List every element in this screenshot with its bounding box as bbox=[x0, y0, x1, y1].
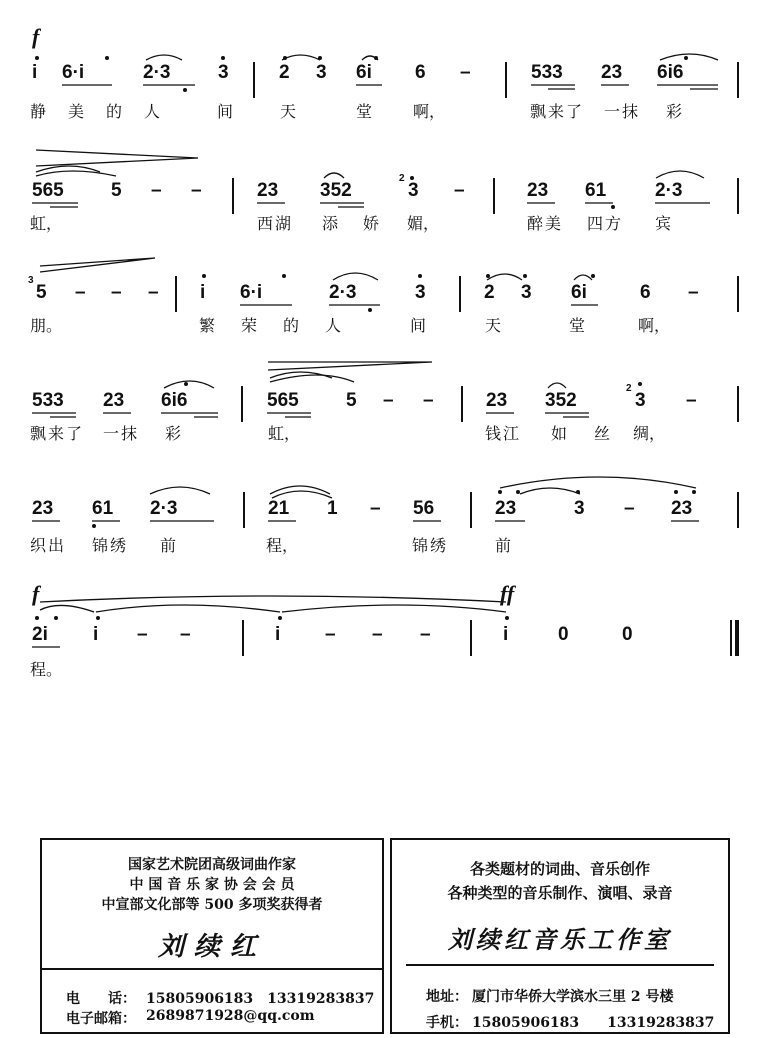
lyric: 静美的人 bbox=[30, 102, 183, 121]
note: 2·3 bbox=[329, 282, 357, 303]
lyric: 间 bbox=[217, 102, 234, 121]
address: 厦门市华侨大学滨水三里 2 号楼 bbox=[472, 989, 674, 1005]
note: 23 bbox=[32, 498, 54, 519]
note: 23 bbox=[103, 390, 125, 411]
dynamic-forte: f bbox=[32, 24, 40, 49]
lyric: 如 bbox=[551, 424, 568, 443]
note: 0 bbox=[558, 624, 569, 645]
lyric: 彩 bbox=[165, 424, 182, 443]
credit-box-left bbox=[40, 838, 384, 1034]
grace-note: 3 bbox=[28, 275, 34, 286]
note: 2·3 bbox=[655, 180, 683, 201]
lyric: 天 bbox=[485, 316, 502, 335]
note: 2·3 bbox=[143, 62, 171, 83]
lyric: 虹， bbox=[30, 214, 63, 233]
mobile-label: 手机： bbox=[426, 1015, 468, 1031]
lyric: 堂 bbox=[356, 102, 373, 121]
lyric: 程， bbox=[266, 536, 299, 555]
note: – bbox=[151, 180, 162, 201]
note: 352 bbox=[545, 390, 577, 411]
dynamic-forte-final: f bbox=[32, 581, 40, 606]
lyric: 一抹 bbox=[103, 424, 140, 443]
dynamic-fortissimo: ff bbox=[500, 581, 515, 606]
note: 21 bbox=[268, 498, 290, 519]
note: 3 bbox=[408, 180, 419, 201]
note: 23 bbox=[486, 390, 508, 411]
note: 6i6 bbox=[657, 62, 684, 83]
divider bbox=[406, 964, 714, 966]
note: 61 bbox=[92, 498, 114, 519]
divider bbox=[42, 968, 382, 970]
note: i bbox=[275, 624, 281, 645]
service-line-1: 各类题材的词曲、音乐创作 bbox=[469, 860, 650, 878]
note: – bbox=[383, 390, 394, 411]
lyric: 彩 bbox=[666, 102, 683, 121]
lyric: 啊， bbox=[638, 316, 671, 335]
note: 23 bbox=[257, 180, 279, 201]
composer-name: 刘续红 bbox=[157, 932, 266, 962]
lyric: 虹， bbox=[268, 424, 301, 443]
note: 6i bbox=[571, 282, 587, 303]
lyric: 醉美 bbox=[527, 214, 564, 233]
note: 6 bbox=[640, 282, 651, 303]
lyric: 一抹 bbox=[604, 102, 641, 121]
note: – bbox=[325, 624, 336, 645]
lyric: 织出 bbox=[30, 536, 67, 555]
grace-note: 2 bbox=[626, 383, 632, 394]
note: 1 bbox=[327, 498, 338, 519]
note: – bbox=[686, 390, 697, 411]
lyric: 绸， bbox=[633, 424, 666, 443]
note: 2 bbox=[279, 62, 290, 83]
note: – bbox=[137, 624, 148, 645]
credit-title-2: 中 国 音 乐 家 协 会 会 员 bbox=[129, 877, 295, 893]
note: – bbox=[180, 624, 191, 645]
lyric: 飘来了 bbox=[530, 102, 585, 121]
lyric: 朋。 bbox=[30, 316, 63, 335]
phone-label: 电 话： bbox=[66, 991, 136, 1007]
note: – bbox=[370, 498, 381, 519]
note: – bbox=[454, 180, 465, 201]
lyric: 繁荣的人 bbox=[199, 316, 368, 335]
lyric: 间 bbox=[410, 316, 427, 335]
note: 2i bbox=[32, 624, 48, 645]
lyric: 飘来了 bbox=[30, 424, 85, 443]
note: – bbox=[688, 282, 699, 303]
note: 352 bbox=[320, 180, 352, 201]
lyric: 添 bbox=[322, 214, 339, 233]
note: 6i6 bbox=[161, 390, 188, 411]
note: 23 bbox=[527, 180, 549, 201]
note: 3 bbox=[218, 62, 229, 83]
lyric: 程。 bbox=[30, 660, 63, 679]
note: 56 bbox=[413, 498, 435, 519]
lyric: 前 bbox=[160, 536, 177, 555]
note: i bbox=[503, 624, 509, 645]
note: 3 bbox=[415, 282, 426, 303]
note: 5 bbox=[36, 282, 47, 303]
email-label: 电子邮箱： bbox=[66, 1011, 136, 1027]
note: 5 bbox=[111, 180, 122, 201]
lyric: 啊， bbox=[413, 102, 446, 121]
grace-note: 2 bbox=[399, 173, 405, 184]
lyric: 娇 bbox=[363, 214, 380, 233]
lyric: 堂 bbox=[569, 316, 586, 335]
lyric: 宾 bbox=[655, 214, 672, 233]
note: 2 bbox=[484, 282, 495, 303]
studio-name: 刘续红音乐工作室 bbox=[448, 925, 672, 954]
note: – bbox=[75, 282, 86, 303]
note: 2·3 bbox=[150, 498, 178, 519]
lyric: 丝 bbox=[594, 424, 611, 443]
note: – bbox=[191, 180, 202, 201]
note: – bbox=[111, 282, 122, 303]
lyric: 四方 bbox=[587, 214, 624, 233]
credit-box-right bbox=[390, 838, 730, 1034]
note: – bbox=[420, 624, 431, 645]
note: 5 bbox=[346, 390, 357, 411]
note: 23 bbox=[495, 498, 517, 519]
note: 6·i bbox=[62, 62, 85, 83]
note: i bbox=[32, 62, 38, 83]
lyric: 锦绣 bbox=[412, 536, 449, 555]
note: 0 bbox=[622, 624, 633, 645]
note: i bbox=[93, 624, 99, 645]
note: – bbox=[148, 282, 159, 303]
note: 23 bbox=[671, 498, 693, 519]
lyric: 西湖 bbox=[257, 214, 294, 233]
note: 3 bbox=[521, 282, 532, 303]
note: 6i bbox=[356, 62, 372, 83]
note: 3 bbox=[635, 390, 646, 411]
lyric: 媚， bbox=[407, 214, 440, 233]
note: 3 bbox=[574, 498, 585, 519]
phone-numbers: 15805906183 13319283837 bbox=[146, 991, 375, 1007]
credit-title-3: 中宣部文化部等 500 多项奖获得者 bbox=[101, 897, 323, 913]
note: 6 bbox=[415, 62, 426, 83]
note: 533 bbox=[531, 62, 563, 83]
email-address: 2689871928@qq.com bbox=[146, 1008, 315, 1024]
service-line-2: 各种类型的音乐制作、演唱、录音 bbox=[447, 884, 673, 902]
credit-title-1: 国家艺术院团高级词曲作家 bbox=[128, 857, 296, 873]
note: – bbox=[460, 62, 471, 83]
lyric: 天 bbox=[280, 102, 297, 121]
note: – bbox=[423, 390, 434, 411]
lyric: 钱江 bbox=[485, 424, 522, 443]
note: 6·i bbox=[240, 282, 263, 303]
note: 565 bbox=[32, 180, 64, 201]
note: i bbox=[200, 282, 206, 303]
address-label: 地址： bbox=[426, 989, 468, 1005]
lyric: 锦绣 bbox=[92, 536, 129, 555]
note: 23 bbox=[601, 62, 623, 83]
note: – bbox=[372, 624, 383, 645]
note: 565 bbox=[267, 390, 299, 411]
note: – bbox=[624, 498, 635, 519]
lyric: 前 bbox=[495, 536, 512, 555]
note: 61 bbox=[585, 180, 607, 201]
mobile-numbers: 15805906183 13319283837 bbox=[472, 1015, 715, 1031]
note: 3 bbox=[316, 62, 327, 83]
note: 533 bbox=[32, 390, 64, 411]
